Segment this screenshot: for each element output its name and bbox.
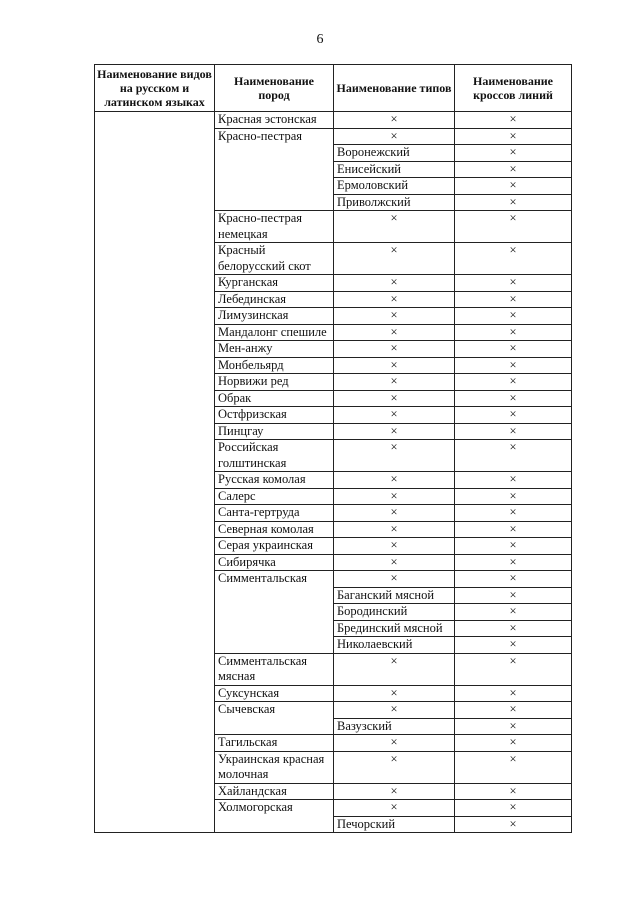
cross-mark: × <box>455 128 572 145</box>
cross-mark: × <box>455 538 572 555</box>
type-mark: × <box>334 112 455 129</box>
type-name: Баганский мясной <box>334 587 455 604</box>
cross-mark: × <box>455 751 572 783</box>
cross-mark: × <box>455 291 572 308</box>
cross-mark: × <box>455 472 572 489</box>
type-mark: × <box>334 505 455 522</box>
page-number: 6 <box>316 32 324 47</box>
type-mark: × <box>334 275 455 292</box>
breed-name: Красный белорусский скот <box>215 243 334 275</box>
table-row <box>95 112 572 129</box>
header-breed: Наименование пород <box>215 65 334 112</box>
cross-mark: × <box>455 604 572 621</box>
type-mark: × <box>334 324 455 341</box>
type-mark: × <box>334 653 455 685</box>
cross-mark: × <box>455 488 572 505</box>
type-mark: × <box>334 800 455 817</box>
breed-register-table <box>94 64 572 833</box>
breed-name: Красно-пестрая немецкая <box>215 211 334 243</box>
type-mark: × <box>334 783 455 800</box>
species-cell <box>95 112 215 833</box>
cross-mark: × <box>455 423 572 440</box>
breed-name: Хайландская <box>215 783 334 800</box>
cross-mark: × <box>455 653 572 685</box>
type-mark: × <box>334 407 455 424</box>
breed-name: Остфризская <box>215 407 334 424</box>
header-type: Наименование типов <box>334 65 455 112</box>
type-name: Енисейский <box>334 161 455 178</box>
cross-mark: × <box>455 374 572 391</box>
breed-name: Лимузинская <box>215 308 334 325</box>
cross-mark: × <box>455 571 572 588</box>
breed-name: Сычевская <box>215 702 334 735</box>
cross-mark: × <box>455 521 572 538</box>
breed-name: Холмогорская <box>215 800 334 833</box>
cross-mark: × <box>455 620 572 637</box>
breed-name: Мен-анжу <box>215 341 334 358</box>
cross-mark: × <box>455 112 572 129</box>
type-mark: × <box>334 211 455 243</box>
breed-name: Санта-гертруда <box>215 505 334 522</box>
header-species: Наименование видов на русском и латинском языках <box>95 65 215 112</box>
type-mark: × <box>334 488 455 505</box>
type-name: Николаевский <box>334 637 455 654</box>
type-mark: × <box>334 472 455 489</box>
type-name: Брединский мясной <box>334 620 455 637</box>
type-mark: × <box>334 685 455 702</box>
cross-mark: × <box>455 783 572 800</box>
breed-name: Сибирячка <box>215 554 334 571</box>
cross-mark: × <box>455 587 572 604</box>
breed-name: Украинская красная молочная <box>215 751 334 783</box>
cross-mark: × <box>455 308 572 325</box>
cross-mark: × <box>455 637 572 654</box>
breed-name: Суксунская <box>215 685 334 702</box>
type-name: Бородинский <box>334 604 455 621</box>
cross-mark: × <box>455 816 572 833</box>
type-mark: × <box>334 702 455 719</box>
breed-name: Мандалонг спешиле <box>215 324 334 341</box>
breed-name: Российская голштинская <box>215 440 334 472</box>
breed-name: Красно-пестрая <box>215 128 334 211</box>
cross-mark: × <box>455 505 572 522</box>
breed-name: Норвижи ред <box>215 374 334 391</box>
breed-name: Пинцгау <box>215 423 334 440</box>
breed-name: Красная эстонская <box>215 112 334 129</box>
breed-name: Симментальская <box>215 571 334 654</box>
cross-mark: × <box>455 718 572 735</box>
type-name: Печорский <box>334 816 455 833</box>
type-mark: × <box>334 357 455 374</box>
breed-name: Лебединская <box>215 291 334 308</box>
cross-mark: × <box>455 407 572 424</box>
type-mark: × <box>334 751 455 783</box>
table-header-row <box>95 65 572 112</box>
cross-mark: × <box>455 341 572 358</box>
cross-mark: × <box>455 440 572 472</box>
breed-name: Симментальская мясная <box>215 653 334 685</box>
type-mark: × <box>334 571 455 588</box>
cross-mark: × <box>455 194 572 211</box>
type-mark: × <box>334 735 455 752</box>
type-name: Ермоловский <box>334 178 455 195</box>
cross-mark: × <box>455 702 572 719</box>
type-mark: × <box>334 374 455 391</box>
type-mark: × <box>334 423 455 440</box>
cross-mark: × <box>455 554 572 571</box>
cross-mark: × <box>455 275 572 292</box>
cross-mark: × <box>455 685 572 702</box>
type-mark: × <box>334 440 455 472</box>
breed-name: Салерс <box>215 488 334 505</box>
cross-mark: × <box>455 390 572 407</box>
breed-name: Курганская <box>215 275 334 292</box>
breed-name: Монбельярд <box>215 357 334 374</box>
cross-mark: × <box>455 800 572 817</box>
type-mark: × <box>334 538 455 555</box>
type-mark: × <box>334 390 455 407</box>
type-mark: × <box>334 308 455 325</box>
cross-mark: × <box>455 243 572 275</box>
breed-name: Северная комолая <box>215 521 334 538</box>
cross-mark: × <box>455 145 572 162</box>
cross-mark: × <box>455 161 572 178</box>
breed-name: Серая украинская <box>215 538 334 555</box>
type-mark: × <box>334 521 455 538</box>
type-name: Воронежский <box>334 145 455 162</box>
breed-name: Обрак <box>215 390 334 407</box>
type-name: Приволжский <box>334 194 455 211</box>
type-mark: × <box>334 341 455 358</box>
cross-mark: × <box>455 211 572 243</box>
cross-mark: × <box>455 324 572 341</box>
type-mark: × <box>334 291 455 308</box>
cross-mark: × <box>455 735 572 752</box>
breed-name: Русская комолая <box>215 472 334 489</box>
type-name: Вазузский <box>334 718 455 735</box>
type-mark: × <box>334 243 455 275</box>
header-cross: Наименование кроссов линий <box>455 65 572 112</box>
cross-mark: × <box>455 357 572 374</box>
cross-mark: × <box>455 178 572 195</box>
table-body <box>95 112 572 833</box>
breed-name: Тагильская <box>215 735 334 752</box>
type-mark: × <box>334 128 455 145</box>
type-mark: × <box>334 554 455 571</box>
